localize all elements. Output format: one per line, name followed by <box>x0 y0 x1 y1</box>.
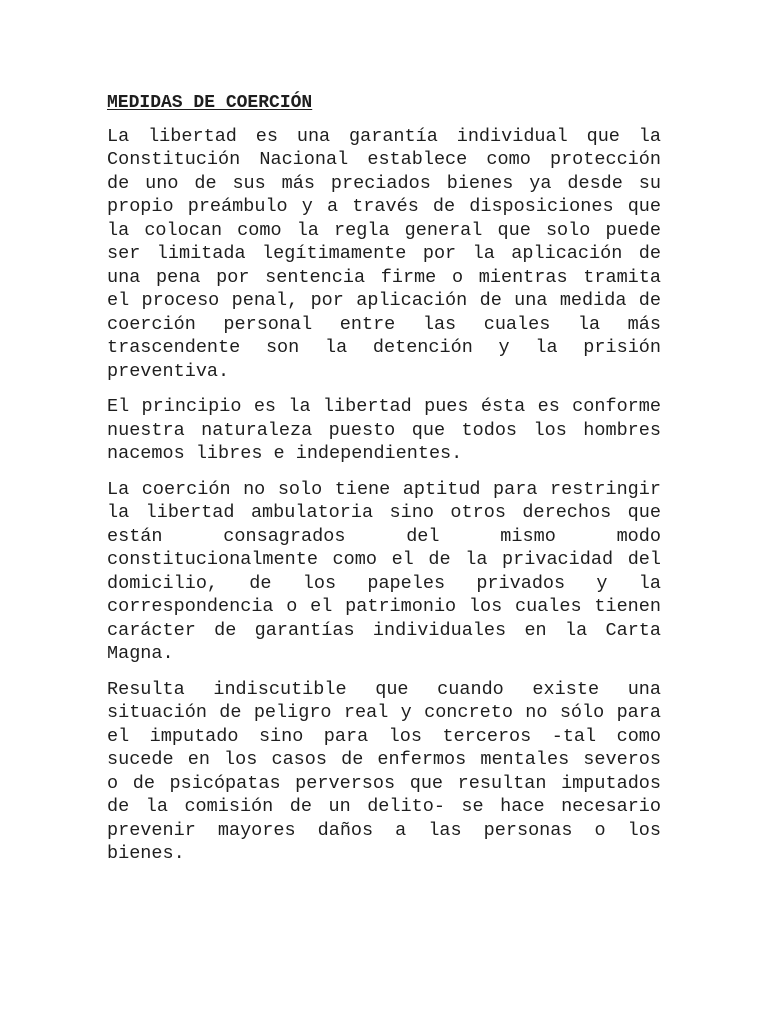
document-page <box>107 92 661 878</box>
paragraph-4: Resulta indiscutible que cuando existe una situación de peligro real y concreto no sólo para el imputado sino para los terceros -tal como sucede en los casos de enfermos mentales severos o de psicópatas perversos que resultan imputados de la comisión de un delito- se hace necesario prevenir mayores daños a las personas o los bienes. <box>107 678 661 864</box>
paragraph-1: La libertad es una garantía individual que la Constitución Nacional establece como protección de uno de sus más preciados bienes ya desde su propio preámbulo y a través de disposiciones que la colocan como la regla general que solo puede ser limitada legítimamente por la aplicación de una pena por sentencia firme o mientras tramita el proceso penal, por aplicación de una medida de coerción personal entre las cuales la más trascendente son la detención y la prisión preventiva. <box>107 125 661 382</box>
paragraph-2: El principio es la libertad pues ésta es conforme nuestra naturaleza puesto que todos los hombres nacemos libres e independientes. <box>107 396 661 464</box>
document-title: MEDIDAS DE COERCIÓN <box>107 93 313 113</box>
paragraph-3: La coerción no solo tiene aptitud para restringir la libertad ambulatoria sino otros derechos que están consagrados del mismo modo constitucionalmente como el de la privacidad del domicilio, de los papeles privados y la correspondencia o el patrimonio los cuales tienen carácter de garantías individuales en la Carta Magna. <box>107 478 661 664</box>
